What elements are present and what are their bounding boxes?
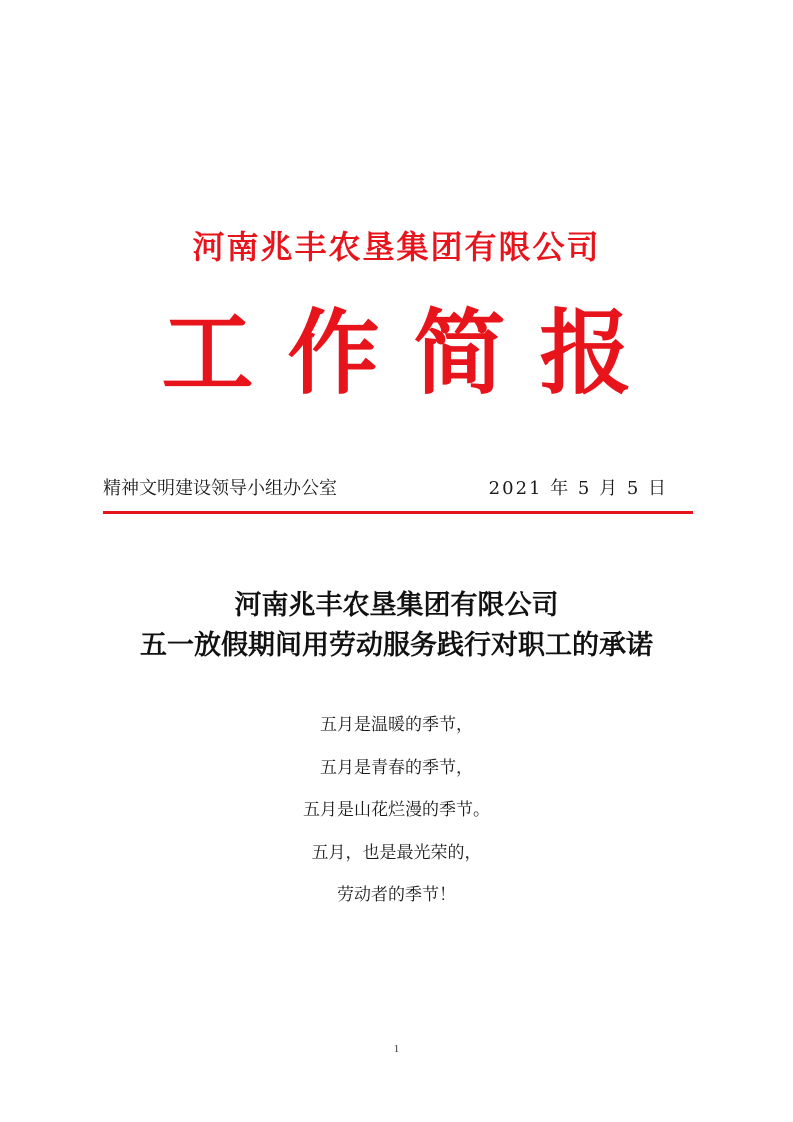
bulletin-title: 工作简报: [161, 299, 666, 407]
red-divider-line: [103, 511, 693, 514]
page-number: 1: [393, 1043, 400, 1055]
poem-line: 劳动者的季节！: [337, 885, 456, 905]
poem-line: 五月是山花烂漫的季节。: [303, 800, 490, 820]
poem-line: 五月是温暖的季节，: [320, 715, 473, 735]
issuer-office: 精神文明建设领导小组办公室: [103, 478, 337, 499]
article-title: [0, 586, 793, 666]
company-name-header: 河南兆丰农垦集团有限公司: [192, 228, 601, 266]
poem-block: [0, 704, 793, 917]
issuer-date-row: [103, 474, 668, 500]
poem-line: 五月是青春的季节，: [320, 757, 473, 778]
article-title-line-2: 五一放假期间用劳动服务践行对职工的承诺: [140, 630, 653, 661]
issue-date: 2021 年 5 月 5 日: [488, 478, 668, 499]
poem-line: 五月，也是最光荣的，: [311, 842, 482, 863]
article-title-line-1: 河南兆丰农垦集团有限公司: [234, 590, 559, 621]
